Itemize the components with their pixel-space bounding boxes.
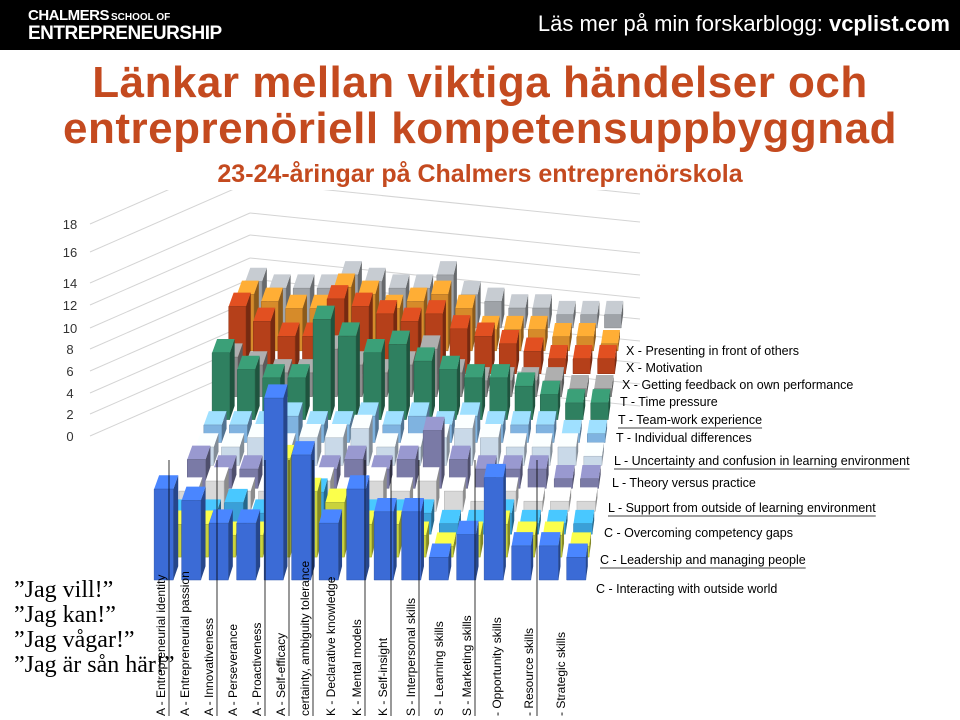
y-tick-label: 2 [66, 407, 74, 422]
header-bar [0, 0, 960, 50]
gridline-left [90, 190, 250, 252]
bar-side [201, 487, 206, 580]
bar [558, 433, 578, 465]
bar-top [423, 417, 444, 431]
gridline-back [250, 213, 640, 253]
bar [573, 345, 592, 374]
bar-front [550, 501, 569, 511]
bar-top [562, 420, 582, 434]
gridline-left [90, 235, 250, 305]
gridline-back [250, 190, 640, 222]
x-tick-label: A - Entrepreneurial identity [154, 574, 168, 716]
x-tick-label: A - Entrepreneurial passion [178, 571, 192, 716]
bar-top [558, 433, 578, 447]
bar-top [557, 301, 576, 315]
bar-top [536, 411, 556, 425]
bar-side [356, 322, 360, 419]
bar-top [524, 338, 544, 352]
bar-side [366, 475, 369, 580]
bar [347, 475, 370, 580]
y-tick-label: 16 [62, 245, 78, 260]
bar-side [421, 498, 424, 580]
bar-top [548, 345, 568, 359]
bar-top [351, 415, 373, 429]
bar-front [444, 491, 463, 511]
bar-front [558, 447, 576, 465]
bar [598, 345, 617, 374]
bar-top [465, 364, 486, 378]
x-tick-label: A - Perseverance [226, 623, 240, 716]
bar-top [573, 345, 592, 359]
title-line-1: Länkar mellan viktiga händelser och [92, 58, 868, 107]
y-tick-label: 18 [62, 217, 78, 232]
logo-line1: CHALMERS [28, 7, 109, 24]
bar-front [389, 344, 407, 419]
bar-top [397, 446, 419, 460]
bar [429, 544, 451, 580]
bar-top [565, 389, 585, 403]
bar-top [429, 544, 451, 558]
bar-front [338, 336, 356, 420]
bar-front [319, 523, 338, 580]
series-label: C - Interacting with outside world [596, 582, 778, 596]
bar [528, 455, 549, 488]
series-label: C - Leadership and managing people [600, 553, 806, 567]
bar-front [457, 535, 476, 580]
bar [374, 498, 397, 580]
series-labels [596, 344, 910, 596]
bar-top [598, 345, 617, 359]
bar-top [480, 424, 501, 438]
bar-front [554, 479, 572, 489]
slogan-line-3: ”Jag vågar!” [14, 627, 135, 653]
bar [512, 532, 534, 580]
bar-top [485, 288, 505, 302]
bar-side [503, 464, 506, 580]
bar-top [454, 415, 475, 429]
bar [154, 475, 178, 580]
bar-top [408, 402, 429, 416]
series-label: X - Getting feedback on own performance [622, 378, 854, 392]
bar-top [420, 335, 441, 349]
bar [264, 384, 287, 580]
x-tick-label: S - Interpersonal skills [404, 597, 418, 716]
bar-top [318, 455, 340, 469]
bar-top [459, 402, 480, 416]
bar-top [377, 433, 399, 447]
bar-top [490, 364, 510, 378]
bar-top [403, 433, 424, 447]
bar-top [431, 281, 451, 295]
bar-top [407, 288, 427, 302]
bar-top [539, 532, 560, 546]
bar-top [450, 315, 470, 329]
bar [237, 509, 261, 580]
bar [524, 487, 545, 511]
bar-top [509, 294, 528, 308]
bar [587, 420, 607, 443]
chart-bars [154, 261, 623, 580]
series-label: L - Support from outside of learning environment [608, 501, 876, 515]
bar [444, 477, 465, 511]
bar-top [418, 467, 440, 481]
bar-front [512, 546, 531, 580]
bar-side [393, 498, 396, 580]
bar [484, 464, 506, 580]
bar-top [485, 411, 506, 425]
series-label: L - Uncertainty and confusion in learning environment [614, 454, 910, 468]
slogan-block [14, 578, 175, 678]
bar-front [374, 512, 393, 580]
y-tick-label: 6 [66, 364, 74, 379]
bar [212, 339, 235, 420]
bar-top [439, 510, 461, 524]
bar-front [429, 557, 448, 580]
bar [539, 532, 560, 580]
bar-top [414, 347, 435, 361]
bar [182, 487, 206, 580]
bar-front [598, 359, 615, 374]
y-tick-label: 12 [62, 298, 78, 313]
logo-line2: ENTREPRENEURSHIP [28, 23, 222, 44]
bar-front [402, 512, 421, 580]
x-tick-label: A - Self-efficacy [274, 632, 288, 716]
x-tick-label: S - Marketing skills [460, 615, 474, 716]
bar [565, 389, 585, 419]
bar-top [511, 411, 531, 425]
bar-front [577, 501, 596, 511]
series-label: X - Motivation [626, 361, 703, 375]
bar [567, 544, 588, 580]
bar [574, 510, 595, 534]
series-label: X - Presenting in front of others [626, 344, 800, 358]
bar-top [383, 411, 404, 425]
y-tick-label: 10 [62, 321, 78, 336]
bar-top [540, 381, 560, 395]
bar-front [567, 557, 586, 580]
bar-front [313, 319, 331, 419]
gridline-left [90, 258, 250, 328]
bar [313, 306, 335, 420]
bar-top [475, 323, 495, 337]
bar-top [567, 544, 588, 558]
bar-top [532, 433, 552, 447]
y-tick-label: 0 [66, 429, 74, 444]
x-tick-label: A - Innovativeness [202, 617, 216, 716]
bar-top [550, 487, 571, 501]
gridline-left [90, 190, 250, 224]
bar-front [604, 315, 621, 328]
bar-top [528, 316, 547, 330]
bar-top [357, 402, 379, 416]
bar-front [264, 398, 283, 580]
bar-top [292, 441, 315, 455]
bar-top [574, 510, 595, 524]
series-label: T - Time pressure [620, 395, 718, 409]
bar-front [591, 403, 609, 420]
y-tick-label: 8 [66, 342, 74, 357]
x-tick-label: certainty, ambiguity tolerance [298, 560, 312, 716]
bar-side [283, 384, 287, 580]
bar-top [319, 509, 342, 523]
bar-front [182, 500, 201, 580]
bar-top [325, 489, 348, 503]
bar-top [584, 442, 604, 456]
bar-top [449, 446, 470, 460]
bar-top [391, 477, 413, 491]
blog-prefix: Läs mer på min forskarblogg: [537, 11, 829, 36]
series-label: L - Theory versus practice [612, 476, 756, 490]
bar-side [406, 331, 409, 420]
bar-front [565, 403, 583, 420]
blog-link[interactable]: vcplist.com [828, 11, 950, 36]
slide-title [0, 60, 960, 152]
bar-front [539, 546, 558, 580]
bar-top [347, 475, 370, 489]
bar-top [587, 420, 607, 434]
bar-front [154, 489, 173, 580]
bar-front [237, 523, 256, 580]
x-tick-label: - Opportunity skills [490, 617, 504, 716]
bar-top [325, 424, 347, 438]
bar-top [580, 465, 600, 479]
bar [338, 322, 360, 419]
x-tick-label: K - Declarative knowledge [324, 576, 338, 716]
x-tick-label: A - Proactiveness [250, 622, 264, 716]
bar-top [554, 465, 574, 479]
series-label: T - Team-work experience [618, 413, 763, 427]
bar-top [591, 389, 611, 403]
bar-top [461, 281, 481, 295]
bar-front [573, 359, 590, 374]
chalmers-logo [28, 8, 222, 43]
bar [591, 389, 611, 419]
bar-front [580, 479, 598, 489]
bar-side [331, 306, 335, 420]
bar [580, 465, 600, 488]
y-axis-ticks [63, 217, 77, 444]
bar-top [389, 331, 410, 345]
bar-front [484, 478, 503, 580]
series-label: C - Overcoming competency gaps [604, 526, 793, 540]
x-tick-label: - Resource skills [522, 627, 536, 716]
bar-front [584, 456, 602, 465]
bar [402, 498, 424, 580]
y-tick-label: 14 [62, 276, 78, 291]
bar-top [577, 323, 596, 337]
bar-top [374, 498, 397, 512]
bar [209, 509, 233, 580]
x-tick-label: K - Self-insight [376, 637, 390, 716]
bar [550, 487, 571, 511]
bar-top [577, 487, 598, 501]
slogan-line-2: ”Jag kan!” [14, 602, 116, 628]
bar-front [347, 489, 366, 580]
gridline-left [90, 213, 250, 283]
bar [554, 465, 574, 488]
bar-top [439, 356, 460, 370]
bar-top [345, 446, 367, 460]
bar-top [512, 532, 534, 546]
bar-top [515, 372, 535, 386]
bar-top [594, 375, 613, 389]
bar-front [587, 434, 605, 443]
bar-top [455, 295, 475, 309]
series-label: T - Individual differences [616, 431, 752, 445]
slogan-line-4: ”Jag är sån här!” [14, 652, 175, 678]
bar [319, 509, 342, 580]
gridline-back [250, 190, 640, 194]
bar-top [437, 261, 457, 275]
x-tick-label: K - Mental models [350, 619, 364, 716]
bar-front [212, 353, 230, 420]
bar-top [506, 433, 527, 447]
x-tick-label: - Strategic skills [554, 631, 568, 716]
bar-top [528, 455, 549, 469]
bar [292, 441, 315, 580]
blog-line [538, 11, 950, 37]
bar-side [381, 339, 385, 420]
bar-top [601, 330, 620, 344]
bar [584, 442, 604, 465]
bar [577, 487, 598, 511]
x-tick-label: S - Learning skills [432, 621, 446, 716]
bar-top [371, 455, 393, 469]
bar-front [524, 501, 543, 511]
title-line-2: entreprenöriell kompetensuppbyggnad [62, 104, 898, 153]
bar [604, 301, 623, 328]
bar [237, 356, 259, 420]
y-tick-label: 4 [66, 386, 74, 401]
bar-top [413, 274, 433, 288]
bar-top [569, 375, 589, 389]
bar-top [533, 294, 552, 308]
bar-top [444, 477, 465, 491]
bar-top [544, 367, 564, 381]
bar-top [552, 323, 571, 337]
bar-front [209, 523, 228, 580]
bar-top [604, 301, 623, 315]
gridline-left [90, 279, 250, 349]
bar-top [401, 308, 422, 322]
slide-subtitle: 23-24-åringar på Chalmers entreprenörskola [217, 160, 743, 188]
bar-top [425, 300, 446, 314]
bar-top [402, 498, 424, 512]
bar-side [173, 475, 178, 580]
bar-top [504, 316, 524, 330]
bar-top [581, 301, 600, 315]
bar-top [484, 464, 506, 478]
slogan-line-1: ”Jag vill!” [14, 577, 114, 603]
bar-side [230, 339, 235, 420]
bar [389, 331, 410, 420]
bar-top [524, 487, 545, 501]
logo-school: SCHOOL OF [111, 12, 171, 23]
bar [439, 356, 460, 420]
bar-top [499, 330, 519, 344]
